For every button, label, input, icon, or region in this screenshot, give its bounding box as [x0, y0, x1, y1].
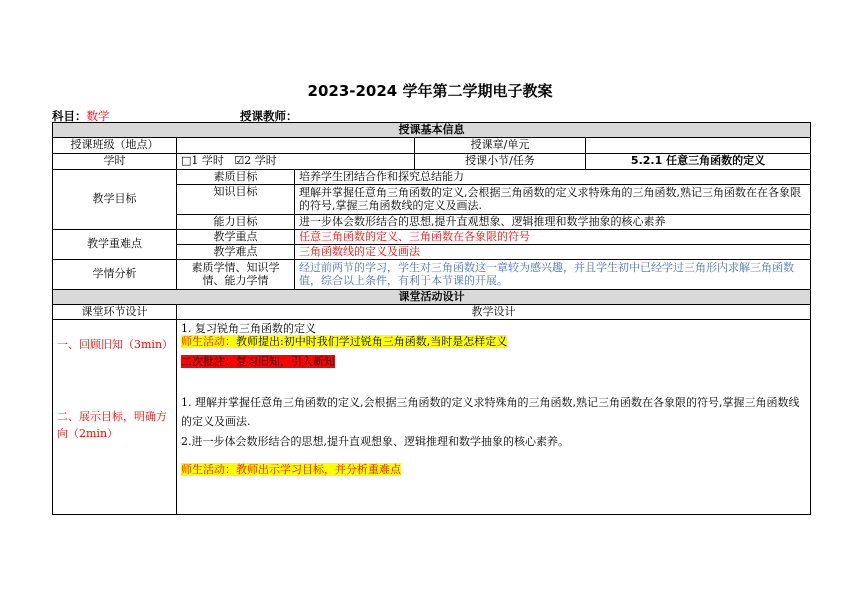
lesson-plan-table [52, 122, 811, 515]
review-line-1: 1. 复习锐角三角函数的定义 [181, 321, 316, 335]
goals-label: 教学目标 [53, 169, 177, 229]
document-title: 2023-2024 学年第二学期电子教案 [307, 82, 553, 100]
review-activity [181, 335, 806, 349]
stage-cell [53, 319, 177, 514]
design-column-header: 教学设计 [177, 304, 811, 319]
section-value: 5.2.1 任意三角函数的定义 [585, 154, 810, 169]
hours-option-1[interactable]: □1 学时 [181, 154, 224, 168]
class-label: 授课班级（地点） [53, 137, 177, 153]
goals-line-2: 2.进一步体会数形结合的思想,提升直观想象、逻辑推理和数学抽象的核心素养。 [181, 435, 569, 449]
review-annotation [181, 355, 806, 369]
subject-value: 数学 [86, 109, 110, 123]
section-cell [415, 153, 811, 169]
difficulty-label: 教学难点 [177, 244, 295, 259]
goal-knowledge-value: 理解并掌握任意角三角函数的定义,会根据三角函数的定义求特殊角的三角函数,熟记三角函数在在各象限的符号,掌握三角函数线的定义及画法. [295, 184, 811, 214]
goal-knowledge-label: 知识目标 [177, 184, 295, 214]
goals-activity-text: 教师出示学习目标，并分析重难点 [236, 463, 401, 476]
stage-column-header: 课堂环节设计 [53, 304, 177, 319]
analysis-sub-label: 素质学情、知识学情、能力学情 [177, 259, 295, 289]
goal-ability-label: 能力目标 [177, 214, 295, 229]
activity-header: 课堂活动设计 [53, 289, 811, 304]
stage-review: 一、回顾旧知（3min） [57, 337, 174, 351]
class-value [177, 137, 415, 153]
section-label: 授课小节/任务 [465, 153, 535, 167]
keys-label: 教学重难点 [53, 229, 177, 259]
key-point-value: 任意三角函数的定义、三角函数在各象限的符号 [295, 229, 811, 244]
goals-activity [181, 463, 806, 477]
key-point-label: 教学重点 [177, 229, 295, 244]
review-annotation-text: 复习旧知，引入新知 [236, 355, 335, 368]
review-annotation-label: 二次批注： [181, 355, 236, 368]
goals-line-1: 1. 理解并掌握任意角三角函数的定义,会根据三角函数的定义求特殊角的三角函数,熟记三角函数在各象限的符号,掌握三角函数线的定义及画法. [181, 395, 800, 428]
teacher-label: 授课教师： [240, 109, 298, 123]
review-activity-label: 师生活动： [181, 335, 236, 349]
analysis-value: 经过前两节的学习，学生对三角函数这一章较为感兴趣，并且学生初中已经学过三角形内求解三角函数值，综合以上条件，有利于本节课的开展。 [295, 259, 811, 289]
goals-activity-label: 师生活动： [181, 463, 236, 476]
hours-options [177, 153, 415, 169]
hours-label: 学时 [53, 153, 177, 169]
goal-quality-label: 素质目标 [177, 169, 295, 184]
stage-goals: 二、展示目标，明确方向（2min） [57, 409, 167, 440]
basic-info-header: 授课基本信息 [53, 123, 811, 138]
design-cell [177, 319, 811, 514]
chapter-cell [415, 137, 811, 153]
hours-option-2[interactable]: ☑2 学时 [234, 154, 277, 168]
chapter-label: 授课章/单元 [470, 137, 530, 151]
subject-label: 科目： [52, 109, 87, 123]
analysis-label: 学情分析 [53, 259, 177, 289]
difficulty-value: 三角函数线的定义及画法 [295, 244, 811, 259]
review-activity-text: 教师提出:初中时我们学过锐角三角函数,当时是怎样定义 [236, 335, 508, 349]
chapter-value [585, 138, 810, 153]
goal-quality-value: 培养学生团结合作和探究总结能力 [295, 169, 811, 184]
goal-ability-value: 进一步体会数形结合的思想,提升直观想象、逻辑推理和数学抽象的核心素养 [295, 214, 811, 229]
